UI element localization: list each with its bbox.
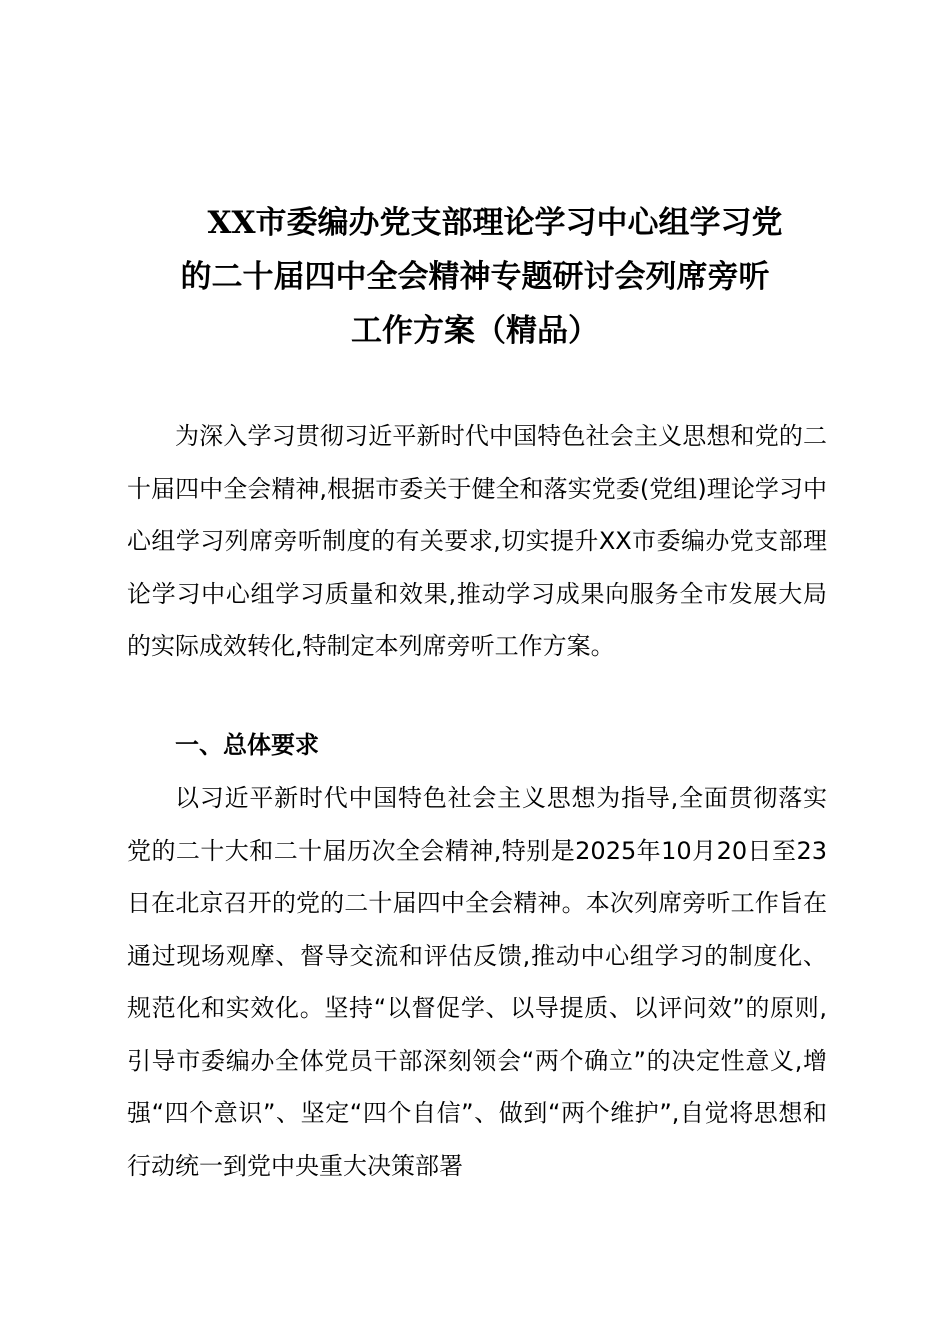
title-line-3: 工作方案（精品） — [351, 313, 599, 349]
general-requirements-paragraph: 以习近平新时代中国特色社会主义思想为指导,全面贯彻落实党的二十大和二十届历次全会精神,特别是2025年10月20日至23日在北京召开的党的二十届四中全会精神。本次列席旁听工作旨在通过现场观摩、督导交流和评估反馈,推动中心组学习的制度化、规范化和实效化。坚持“以督促学、以导提质、以评问效”的原则,引导市委编办全体党员干部深刻领会“两个确立”的决定性意义,增强“四个意识”、坚定“四个自信”、做到“两个维护”,自觉将思想和行动统一到党中央重大决策部署 — [127, 784, 827, 1180]
intro-paragraph: 为深入学习贯彻习近平新时代中国特色社会主义思想和党的二十届四中全会精神,根据市委关于健全和落实党委(党组)理论学习中心组学习列席旁听制度的有关要求,切实提升XX市委编办党支部理论学习中心组学习质量和效果,推动学习成果向服务全市发展大局的实际成效转化,特制定本列席旁听工作方案。 — [127, 422, 827, 660]
document-title — [120, 196, 830, 358]
section-heading-general-requirements: 一、总体要求 — [175, 731, 319, 759]
title-line-1: XX市委编办党支部理论学习中心组学习党 — [207, 205, 783, 241]
title-line-2: 的二十届四中全会精神专题研讨会列席旁听 — [180, 259, 770, 295]
